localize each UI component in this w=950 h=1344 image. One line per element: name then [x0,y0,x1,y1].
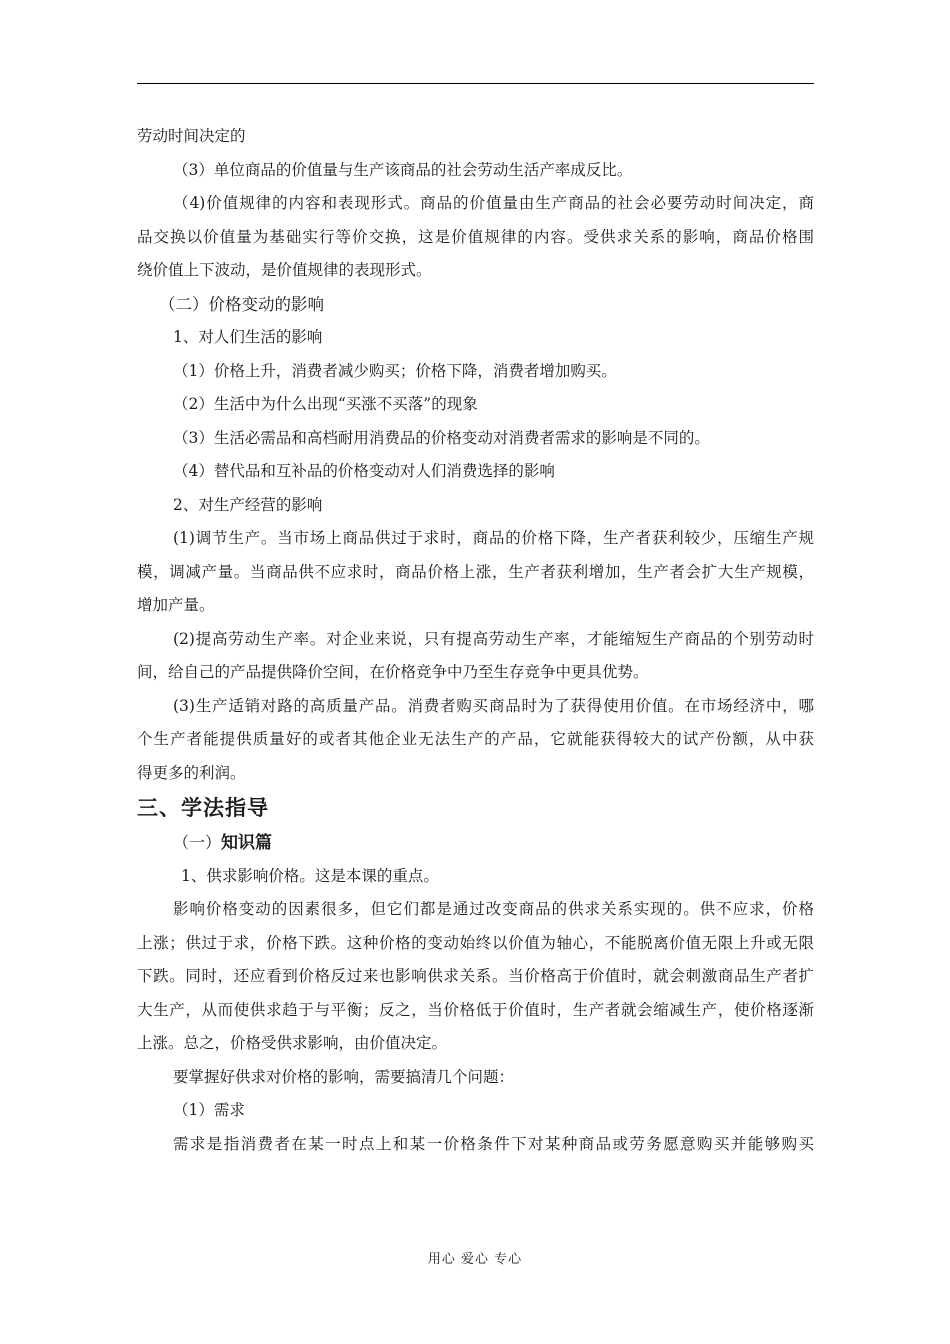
text-line: （3）生活必需品和高档耐用消费品的价格变动对消费者需求的影响是不同的。 [173,428,710,447]
text-line: 影响价格变动的因素很多，但它们都是通过改变商品的供求关系实现的。供不应求，价格 [173,900,814,918]
section-heading: 三、学法指导 [137,796,269,820]
text-line: （1）需求 [173,1101,245,1119]
text-line: 增加产量。 [137,596,215,614]
text-line: （2）生活中为什么出现“买涨不买落”的现象 [173,395,478,413]
paragraph-block-1 [137,120,814,790]
text-line: （二）价格变动的影响 [159,294,324,314]
text-line: 下跌。同时，还应看到价格反过来也影响供求关系。当价格高于价值时，就会刺激商品生产者扩 [137,967,814,985]
text-line: 模，调减产量。当商品供不应求时，商品价格上涨，生产者获利增加，生产者会扩大生产规模， [137,562,814,581]
text-line: 2、对生产经营的影响 [173,495,323,514]
page-footer: 用心 爱心 专心 [427,1252,523,1267]
subheading-title: 知识篇 [221,833,273,853]
text-line: （4）替代品和互补品的价格变动对人们消费选择的影响 [173,462,555,480]
text-line: （1）价格上升，消费者减少购买；价格下降，消费者增加购买。 [173,361,617,380]
text-line: 劳动时间决定的 [137,127,246,145]
text-line: （4)价值规律的内容和表现形式。商品的价值量由生产商品的社会必要劳动时间决定，商 [173,194,814,212]
subheading [137,826,814,860]
text-line: 品交换以价值量为基础实行等价交换，这是价值规律的内容。受供求关系的影响，商品价格围 [137,227,814,246]
text-line: 需求是指消费者在某一时点上和某一价格条件下对某种商品或劳务愿意购买并能够购买 [173,1134,814,1153]
text-line: 要掌握好供求对价格的影响，需要搞清几个问题： [173,1067,515,1086]
text-line: （3）单位商品的价值量与生产该商品的社会劳动生活产率成反比。 [173,160,633,179]
document-body [137,120,814,1161]
header-rule [137,83,814,84]
subheading-prefix: （一） [173,833,222,852]
text-line: (2)提高劳动生产率。对企业来说，只有提高劳动生产率，才能缩短生产商品的个别劳动时 [173,629,814,648]
text-line: 上涨；供过于求，价格下跌。这种价格的变动始终以价值为轴心，不能脱离价值无限上升或无限 [137,933,814,952]
text-line: 得更多的利润。 [137,763,246,782]
text-line: (1)调节生产。当市场上商品供过于求时，商品的价格下降，生产者获利较少，压缩生产规 [173,529,814,547]
text-line: 间，给自己的产品提供降价空间，在价格竞争中乃至生存竞争中更具优势。 [137,663,649,681]
text-line: (3)生产适销对路的高质量产品。消费者购买商品时为了获得使用价值。在市场经济中，哪 [173,696,814,715]
text-line: 1、对人们生活的影响 [173,328,323,346]
text-line: 大生产，从而使供求趋于与平衡；反之，当价格低于价值时，生产者就会缩减生产，使价格逐渐 [137,1000,814,1019]
text-line: 个生产者能提供质量好的或者其他企业无法生产的产品，它就能获得较大的试产份额，从中获 [137,730,814,748]
text-line: 上涨。总之，价格受供求影响，由价值决定。 [137,1034,448,1052]
text-line: 绕价值上下波动，是价值规律的表现形式。 [137,261,432,279]
text-line: 1、供求影响价格。这是本课的重点。 [181,866,439,885]
paragraph-block-2 [137,860,814,1162]
